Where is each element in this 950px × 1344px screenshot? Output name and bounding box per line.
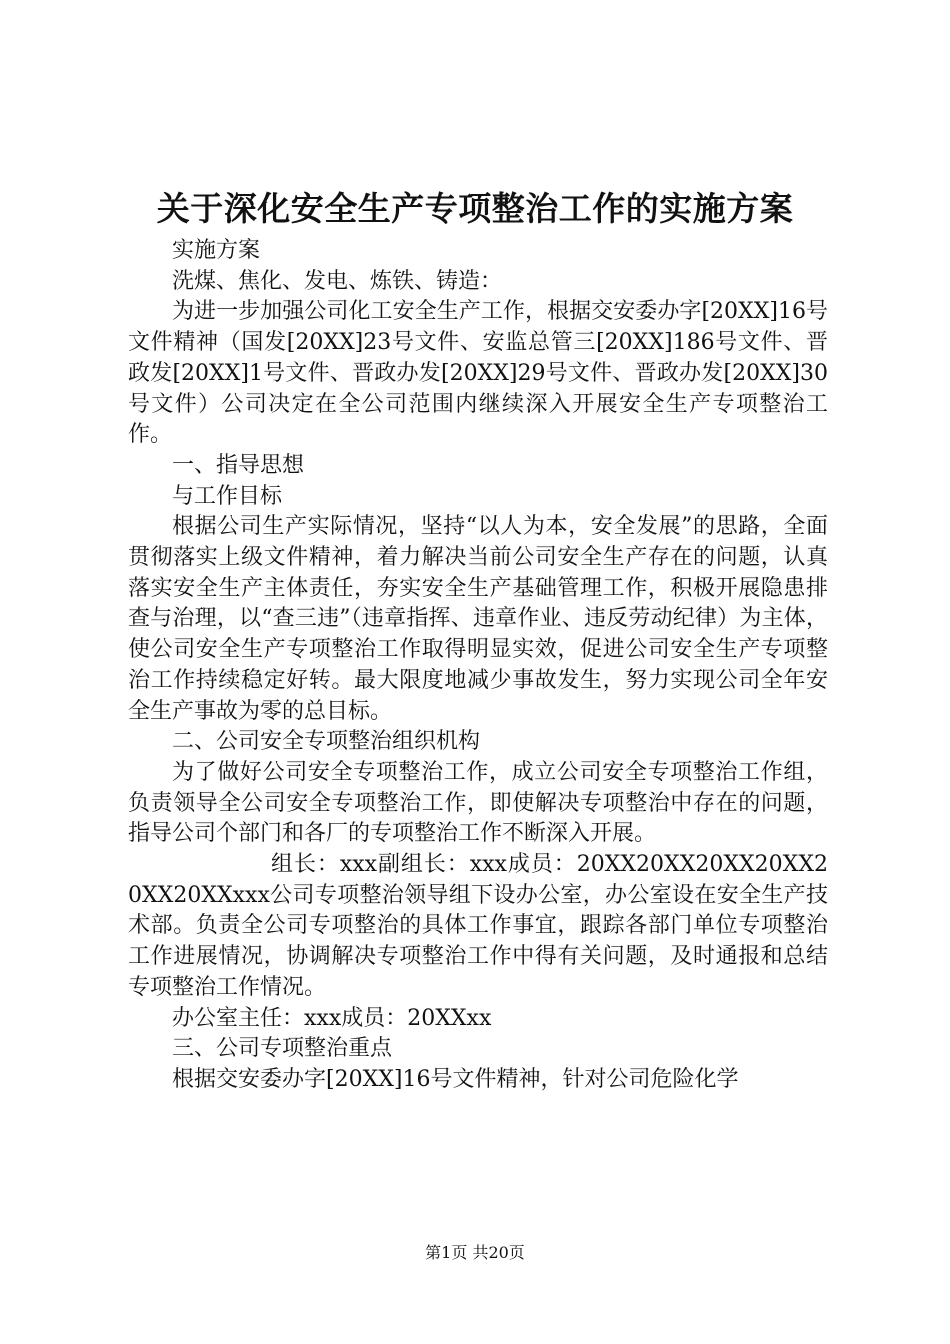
document-title: 关于深化安全生产专项整治工作的实施方案 — [156, 189, 794, 228]
paragraph-intro: 为进一步加强公司化工安全生产工作，根据交安委办字[20XX]16号文件精神（国发[20XX]23号文件、安监总管三[20XX]186号文件、晋政发[20XX]1号文件、晋政办发[20XX]29号文件、晋政办发[20XX]30号文件）公司决定在全公司范围内继续深入开展安全生产专项整治工作。 — [128, 299, 828, 448]
document-body — [128, 236, 828, 1096]
heading-organization: 二、公司安全专项整治组织机构 — [172, 729, 481, 755]
paragraph-members: 组长：xxx副组长：xxx成员：20XX20XX20XX20XX20XX20XXxxx公司专项整治领导组下设办公室，办公室设在安全生产技术部。负责全公司专项整治的具体工作事宜，跟踪各部门单位专项整治工作进展情况，协调解决专项整治工作中得有关问题，及时通报和总结专项整治工作情况。 — [128, 852, 828, 1000]
paragraph-focus: 根据交安委办字[20XX]16号文件精神，针对公司危险化学 — [172, 1066, 739, 1092]
heading-work-goals: 与工作目标 — [172, 483, 283, 509]
paragraph-goals: 根据公司生产实际情况，坚持“以人为本，安全发展”的思路，全面贯彻落实上级文件精神，着力解决当前公司安全生产存在的问题，认真落实安全生产主体责任，夯实安全生产基础管理工作，积极开展隐患排查与治理，以“查三违”（违章指挥、违章作业、违反劳动纪律）为主体，使公司安全生产专项整治工作取得明显实效，促进公司安全生产专项整治工作持续稳定好转。最大限度地减少事故发生，努力实现公司全年安全生产事故为零的总目标。 — [128, 514, 828, 724]
paragraph-office: 办公室主任：xxx成员：20XXxx — [172, 1005, 492, 1031]
paragraph-recipients: 洗煤、焦化、发电、炼铁、铸造： — [172, 268, 503, 294]
heading-focus: 三、公司专项整治重点 — [172, 1036, 393, 1062]
heading-guiding-ideology: 一、指导思想 — [172, 452, 305, 478]
paragraph-organization: 为了做好公司安全专项整治工作，成立公司安全专项整治工作组，负责领导全公司安全专项整治工作，即使解决专项整治中存在的问题，指导公司个部门和各厂的专项整治工作不断深入开展。 — [128, 759, 828, 847]
page-footer: 第1页 共20页 — [425, 1243, 525, 1262]
paragraph-plan-label: 实施方案 — [172, 238, 261, 263]
